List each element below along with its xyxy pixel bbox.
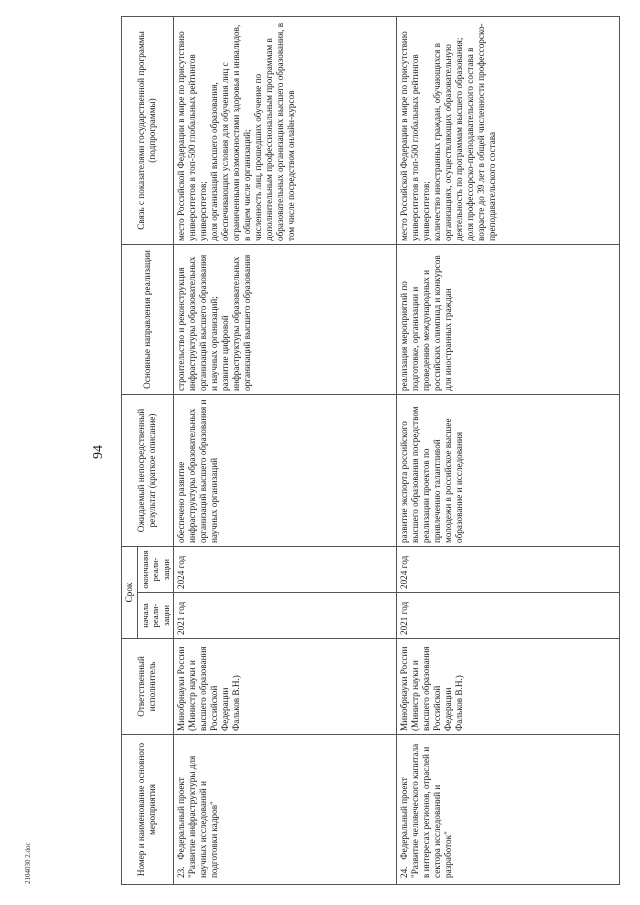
header-directions: Основные направления реализации (122, 245, 174, 395)
cell-executor: Минобрнауки России (Министр науки и высшего образования Российской Федерации Фальков В.Н.) (396, 639, 619, 735)
cell-executor: Минобрнауки России (Министр науки и высшего образования Российской Федерации Фальков В.Н.) (173, 639, 396, 735)
footer-document-code: 2104030 2.doc (24, 842, 32, 884)
cell-directions: строительство и реконструкция инфраструктуры образовательных организаций высшего образования и научных организаций; развитие цифровой инфраструктуры образовательных организаций высшего образования (173, 245, 396, 395)
header-term: Срок (122, 547, 138, 639)
header-executor: Ответственный исполнитель (122, 639, 174, 735)
cell-result: развитие экспорта российского высшего образования посредством реализации проектов по привлечению талантливой молодежи в российское высшее образование и исследования (396, 395, 619, 547)
cell-indicators: место Российской Федерации в мире по присутствию университетов в топ-500 глобальных рейтингов университетов; доля организаций высшего образования, обеспечивающих условия для обучения лиц с ограниченными возможностями здоровья и инвалидов, в общем числе организаций; численность лиц, прошедших обучение по дополнительным профессиональным программам в образовательных организациях высшего образования, в том числе посредством онлайн-курсов (173, 17, 396, 245)
cell-start: 2021 год (396, 593, 619, 639)
header-end: окончания реали-зации (138, 547, 174, 593)
cell-indicators: место Российской Федерации в мире по присутствию университетов в топ-500 глобальных рейтингов университетов; количество иностранных граждан, обучающихся в организациях, осуществляющих образовательную деятельность по программам высшего образования; доля профессорско-преподавательского состава в возрасте до 39 лет в общей численности профессорско-преподавательского состава (396, 17, 619, 245)
row-number: 24. (398, 866, 409, 878)
cell-result: обеспечено развитие инфраструктуры образовательных организаций высшего образования и научных организаций (173, 395, 396, 547)
table-row (396, 17, 619, 885)
header-name: Номер и наименование основного мероприятия (122, 735, 174, 885)
header-result: Ожидаемый непосредственный результат (краткое описание) (122, 395, 174, 547)
cell-name (396, 735, 619, 885)
rotated-table-sheet (115, 0, 635, 905)
header-start: начала реали-зации (138, 593, 174, 639)
table-row (173, 17, 396, 885)
page-number: 94 (91, 445, 106, 459)
cell-name (173, 735, 396, 885)
row-number: 23. (175, 866, 186, 878)
header-indicators: Связь с показателями государственной программы (подпрограммы) (122, 17, 174, 245)
cell-directions: реализация мероприятий по подготовке, организации и проведению международных и российских олимпиад и конкурсов для иностранных граждан (396, 245, 619, 395)
measure-name: Федеральный проект "Развитие инфраструктуры для научных исследований и подготовки кадров" (175, 755, 220, 878)
table-wrapper (121, 17, 620, 885)
cell-end: 2024 год (173, 547, 396, 593)
measures-table (121, 16, 620, 885)
cell-end: 2024 год (396, 547, 619, 593)
header-row-1 (122, 17, 138, 885)
measure-name: Федеральный проект "Развитие человеческого капитала в интересах регионов, отраслей и сектора исследований и разработок" (398, 743, 454, 878)
cell-start: 2021 год (173, 593, 396, 639)
